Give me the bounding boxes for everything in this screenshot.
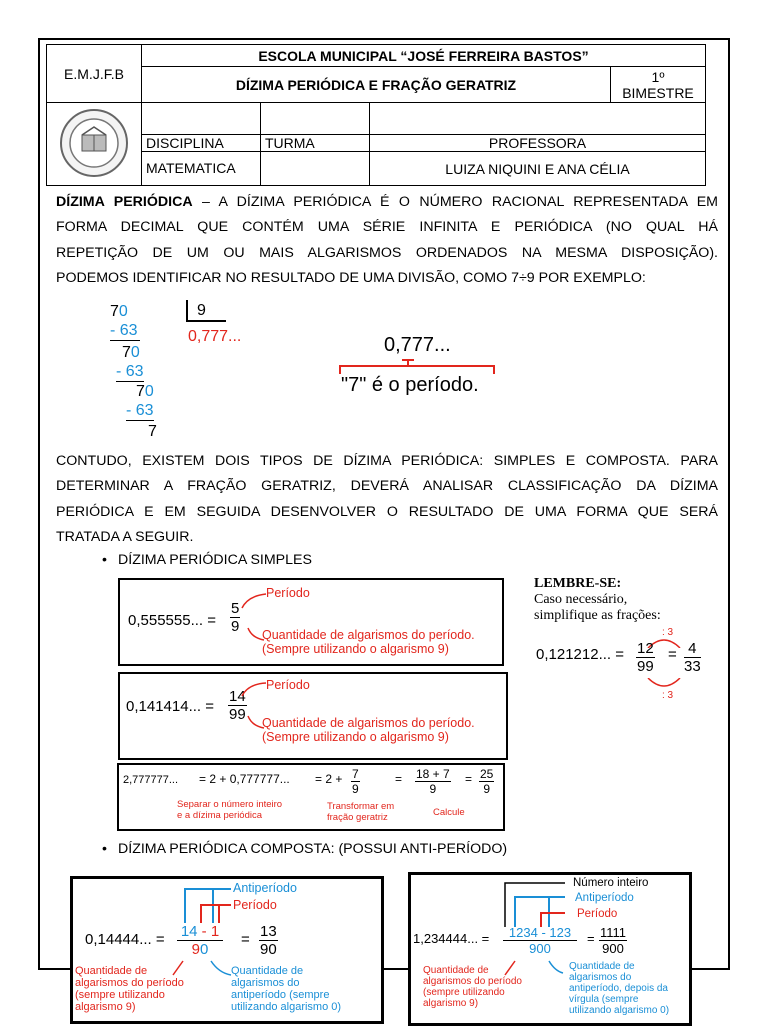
page-frame-top <box>38 38 730 40</box>
body-line-3: PERIÓDICA E EM SEGUIDA DESENVOLVER O RESULTADO DE UMA FORMA QUE SERÁ <box>56 503 718 520</box>
example-1-period-label: Período <box>266 586 310 600</box>
example-3-frac-1-num: 7 <box>352 767 359 781</box>
composite-1-den-a: 9 <box>191 941 200 958</box>
remainder-2: 7 <box>136 383 145 400</box>
composite-1-equals: = <box>241 931 250 948</box>
example-3-note-a <box>177 799 282 821</box>
example-3-note-c: Calcule <box>433 807 465 818</box>
term-label: 1º BIMESTRE <box>611 67 706 103</box>
composite-2-note-red-4: algarismo 9) <box>423 998 479 1009</box>
example-1-decimal: 0,555555... = <box>128 612 216 629</box>
example-3-note-a-1: Separar o número inteiro <box>177 799 283 810</box>
reminder-num-2: 4 <box>684 640 701 658</box>
composite-2-note-red-2: algarismos do período <box>423 976 522 987</box>
composite-1-note-red-2: algarismos do período <box>75 977 184 989</box>
reminder-den-2: 33 <box>684 658 701 675</box>
composite-2-note-blue-4: vírgula (sempre <box>569 994 639 1005</box>
example-1-denominator: 9 <box>231 618 240 635</box>
composite-1-note-red-4: algarismo 9) <box>75 1001 136 1013</box>
composite-2-decimal: 1,234444... = <box>413 931 490 946</box>
reminder-block <box>534 576 661 624</box>
example-3-frac-3 <box>479 767 494 796</box>
composite-2-note-blue-3: antiperíodo, depois da <box>569 983 668 994</box>
composite-1-note-blue <box>231 965 341 1013</box>
reminder-divide-bottom: : 3 <box>662 690 674 701</box>
intro-line-3: REPETIÇÃO DE UM OU MAIS ALGARISMOS ORDENADOS NA MESMA DISPOSIÇÃO). <box>56 244 718 261</box>
composite-1-note-red-3: (sempre utilizando <box>75 989 165 1001</box>
example-2-period-label: Período <box>266 678 310 692</box>
body-line-1: CONTUDO, EXISTEM DOIS TIPOS DE DÍZIMA PERIÓDICA: SIMPLES E COMPOSTA. PARA <box>56 453 718 469</box>
reminder-arc-bottom-icon <box>644 678 684 690</box>
composite-2-note-blue <box>569 961 669 1016</box>
example-3-note-a-2: e a dízima periódica <box>177 810 263 821</box>
reminder-equals: = <box>668 646 677 663</box>
body-paragraph <box>56 449 718 550</box>
example-1-box <box>118 578 504 666</box>
example-3-eq-2: = 2 + <box>315 772 343 786</box>
composite-2-box <box>408 872 692 1026</box>
composite-2-num-a: 1234 <box>508 925 538 940</box>
composite-2-fraction <box>503 925 577 956</box>
example-3-frac-1 <box>351 767 360 796</box>
header-table <box>46 44 706 186</box>
long-division <box>110 302 260 442</box>
division-bracket-vertical <box>186 300 188 321</box>
discipline-value: MATEMATICA <box>142 152 261 186</box>
example-3-note-b-2: fração geratriz <box>327 812 388 823</box>
composite-2-den: 900 <box>529 941 551 956</box>
reminder-line-1: Caso necessário, <box>534 592 628 607</box>
class-value <box>261 152 370 186</box>
subtract-3: - 63 <box>126 402 154 419</box>
composite-1-decimal: 0,14444... = <box>85 931 165 948</box>
intro-paragraph <box>56 190 718 291</box>
composite-1-note-red-1: Quantidade de <box>75 965 148 977</box>
dividend: 7 <box>110 303 119 320</box>
reminder-num-1: 12 <box>637 640 654 657</box>
intro-line-1: – A DÍZIMA PERIÓDICA É O NÚMERO RACIONAL REPRESENTADA EM <box>192 194 719 210</box>
page-frame-right <box>728 38 730 970</box>
example-3-frac-2-num: 18 + 7 <box>416 767 450 781</box>
composite-1-result <box>259 923 278 958</box>
example-3-frac-3-den: 9 <box>483 782 491 796</box>
remainder-1-zero: 0 <box>130 344 140 361</box>
bullet-simple: • DÍZIMA PERIÓDICA SIMPLES <box>118 552 312 568</box>
example-1-note-2: (Sempre utilizando o algarismo 9) <box>262 642 449 656</box>
subtract-1: - 63 <box>110 322 138 339</box>
reminder-decimal: 0,121212... = <box>536 646 624 663</box>
reminder-den-1: 99 <box>637 658 654 675</box>
col-class: TURMA <box>261 135 370 152</box>
school-code: E.M.J.F.B <box>47 45 142 103</box>
example-3-eq-1: = 2 + 0,777777... <box>199 772 290 786</box>
example-3-note-b-1: Transformar em <box>327 801 395 812</box>
composite-1-den-b: 0 <box>200 941 209 958</box>
example-3-eq-4: = <box>465 772 473 786</box>
composite-1-note-blue-1: Quantidade de <box>231 965 304 977</box>
reminder-title: LEMBRE-SE: <box>534 576 622 591</box>
composite-1-result-den: 90 <box>260 941 277 958</box>
example-3-frac-1-den: 9 <box>352 782 359 796</box>
teacher-value: LUIZA NIQUINI E ANA CÉLIA <box>370 152 706 186</box>
example-2-decimal: 0,141414... = <box>126 698 214 715</box>
example-2-denominator: 99 <box>229 706 246 723</box>
composite-2-equals: = <box>587 931 595 946</box>
period-callout-number: 0,777... <box>384 334 451 356</box>
school-seal-icon <box>58 107 130 179</box>
example-3-frac-2 <box>415 767 451 796</box>
example-3-eq-3: = <box>395 772 403 786</box>
composite-1-result-num: 13 <box>260 923 277 940</box>
composite-2-note-blue-1: Quantidade de <box>569 961 635 972</box>
composite-2-note-red-3: (sempre utilizando <box>423 987 505 998</box>
composite-2-result-den: 900 <box>602 941 624 956</box>
composite-1-box <box>70 876 384 1024</box>
school-name: ESCOLA MUNICIPAL “JOSÉ FERREIRA BASTOS” <box>142 45 706 67</box>
col-teacher: PROFESSORA <box>370 135 706 152</box>
example-1-numerator: 5 <box>231 600 240 617</box>
composite-2-num-b: - 123 <box>541 925 572 940</box>
reminder-fraction-2 <box>684 640 701 675</box>
example-2-note-2: (Sempre utilizando o algarismo 9) <box>262 730 449 744</box>
quotient: 0,777... <box>188 328 242 345</box>
col-discipline: DISCIPLINA <box>142 135 261 152</box>
example-1-note-1: Quantidade de algarismos do período. <box>262 628 475 642</box>
class-empty <box>261 103 370 135</box>
composite-2-antiperiod-label: Antiperíodo <box>575 892 634 904</box>
example-3-frac-3-num: 25 <box>480 767 494 781</box>
school-seal-cell <box>47 103 142 186</box>
composite-2-note-red-1: Quantidade de <box>423 965 489 976</box>
composite-1-note-blue-4: utilizando algarismo 0) <box>231 1001 342 1013</box>
subtract-2: - 63 <box>116 363 144 380</box>
composite-2-note-red <box>423 965 522 1009</box>
page-frame-left <box>38 38 40 970</box>
remainder-1: 7 <box>122 344 131 361</box>
example-3-decimal: 2,777777... <box>123 774 179 786</box>
composite-2-result-num: 1111 <box>600 925 627 940</box>
reminder-line-2: simplifique as frações: <box>534 608 661 623</box>
composite-2-integer-label: Número inteiro <box>573 877 649 889</box>
composite-2-note-blue-2: algarismos do <box>569 972 632 983</box>
composite-1-note-blue-3: antiperíodo (sempre <box>231 989 330 1001</box>
composite-1-period-label: Período <box>233 898 277 912</box>
example-3-note-b <box>327 801 394 823</box>
example-2-numerator: 14 <box>229 688 246 705</box>
composite-2-period-label: Período <box>577 908 618 920</box>
divisor: 9 <box>197 302 206 319</box>
intro-line-4: PODEMOS IDENTIFICAR NO RESULTADO DE UMA DIVISÃO, COMO 7÷9 POR EXEMPLO: <box>56 269 646 286</box>
example-2-note-1: Quantidade de algarismos do período. <box>262 716 475 730</box>
intro-line-2: FORMA DECIMAL QUE CONTÉM UMA SÉRIE INFINITA E PERIÓDICA (NO QUAL HÁ <box>56 219 718 236</box>
division-bracket-horizontal <box>186 320 226 322</box>
composite-2-note-blue-5: utilizando algarismo 0) <box>569 1005 670 1016</box>
composite-1-note-blue-2: algarismos do <box>231 977 300 989</box>
reminder-fraction-1 <box>636 640 655 675</box>
body-line-2: DETERMINAR A FRAÇÃO GERATRIZ, DEVERÁ ANALISAR CLASSIFICAÇÃO DA DÍZIMA <box>56 478 718 495</box>
reminder-divide-top: : 3 <box>662 627 674 638</box>
example-3-frac-2-den: 9 <box>429 782 437 796</box>
bullet-composite: • DÍZIMA PERIÓDICA COMPOSTA: (POSSUI ANTI-PERÍODO) <box>118 841 507 857</box>
example-1-fraction <box>230 600 240 635</box>
remainder-2-zero: 0 <box>144 383 154 400</box>
dividend-zero: 0 <box>118 303 128 320</box>
composite-1-note-red <box>75 965 184 1013</box>
intro-term: DÍZIMA PERIÓDICA <box>56 194 193 210</box>
teacher-empty <box>370 103 706 135</box>
composite-1-num-a: 14 <box>180 923 198 940</box>
period-callout-caption: "7" é o período. <box>341 374 479 396</box>
document-title: DÍZIMA PERIÓDICA E FRAÇÃO GERATRIZ <box>142 67 611 103</box>
composite-1-antiperiod-label: Antiperíodo <box>233 881 297 895</box>
example-3-box <box>117 763 505 831</box>
example-2-note <box>262 716 475 744</box>
discipline-empty <box>142 103 261 135</box>
composite-1-num-b: - 1 <box>201 923 220 940</box>
composite-2-result <box>599 925 627 956</box>
example-1-note <box>262 628 475 656</box>
composite-1-fraction <box>177 923 223 958</box>
example-2-box <box>118 672 508 760</box>
remainder-3: 7 <box>148 423 157 440</box>
body-line-4: TRATADA A SEGUIR. <box>56 528 194 545</box>
